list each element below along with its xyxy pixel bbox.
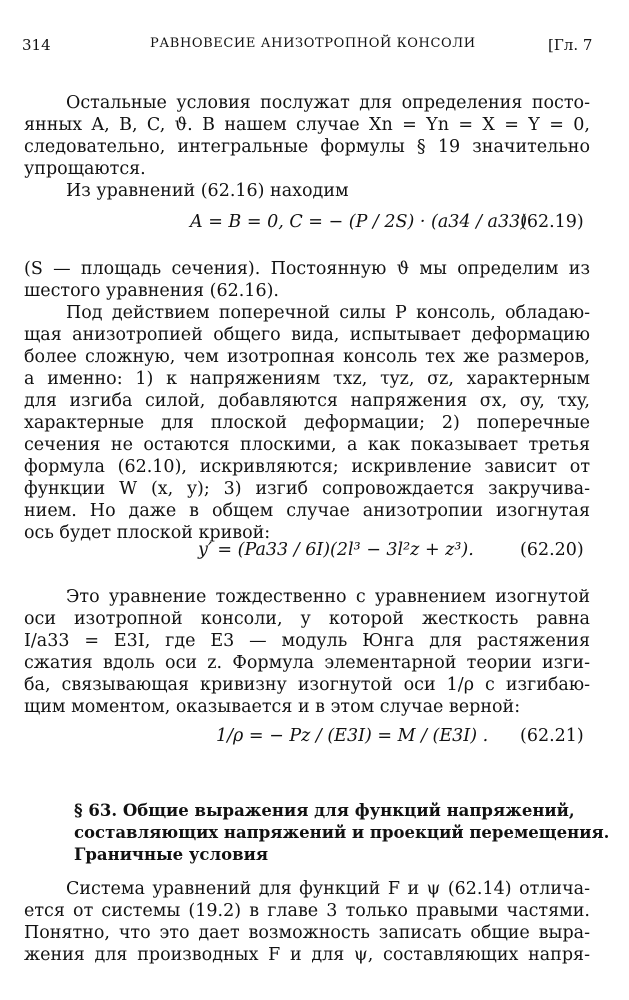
text-line: сечения не остаются плоскими, а как показывает третья	[24, 435, 590, 455]
text-line: Это уравнение тождественно с уравнением изогнутой	[66, 587, 590, 607]
equation-62-19: A = B = 0, C = − (P / 2S) · (a34 / a33)	[190, 212, 528, 232]
section-heading: Граничные условия	[74, 845, 269, 864]
page-number: 314	[22, 36, 51, 54]
text-line: жения для производных F и для ψ, составляющих напря-	[24, 945, 590, 965]
equation-number: (62.19)	[520, 212, 584, 232]
text-line: Понятно, что это дает возможность записать общие выра-	[24, 923, 590, 943]
equation-number: (62.21)	[520, 726, 584, 746]
text-line: щим моментом, оказывается и в этом случае верной:	[24, 697, 521, 717]
text-line: Под действием поперечной силы P консоль, обладаю-	[66, 303, 590, 323]
text-line: характерные для плоской деформации; 2) поперечные	[24, 413, 590, 433]
text-line: функции W (x, y); 3) изгиб сопровождается закручива-	[24, 479, 590, 499]
text-line: Из уравнений (62.16) находим	[66, 181, 349, 201]
text-line: более сложную, чем изотропная консоль тех же размеров,	[24, 347, 590, 367]
text-line: шестого уравнения (62.16).	[24, 281, 279, 301]
text-line: Остальные условия послужат для определения посто-	[66, 93, 590, 113]
text-line: следовательно, интегральные формулы § 19 значительно	[24, 137, 590, 157]
running-title: РАВНОВЕСИЕ АНИЗОТРОПНОЙ КОНСОЛИ	[150, 36, 476, 51]
text-line: Система уравнений для функций F и ψ (62.14) отлича-	[66, 879, 590, 899]
equation-number: (62.20)	[520, 540, 584, 560]
text-line: формула (62.10), искривляются; искривление зависит от	[24, 457, 590, 477]
section-heading: составляющих напряжений и проекций перемещения.	[74, 823, 610, 842]
text-line: ба, связывающая кривизну изогнутой оси 1/ρ с изгибаю-	[24, 675, 590, 695]
text-line: щая анизотропией общего вида, испытывает деформацию	[24, 325, 590, 345]
text-line: (S — площадь сечения). Постоянную ϑ мы определим из	[24, 259, 590, 279]
section-heading: § 63. Общие выражения для функций напряжений,	[74, 801, 575, 820]
text-line: ось будет плоской кривой:	[24, 523, 271, 543]
text-line: янных A, B, C, ϑ. В нашем случае Xn = Yn = X = Y = 0,	[24, 115, 590, 135]
equation-62-20: y′ = (Pa33 / 6I)(2l³ − 3l²z + z³).	[198, 540, 474, 560]
text-line: оси изотропной консоли, у которой жесткость равна	[24, 609, 590, 629]
equation-62-21: 1/ρ = − Pz / (E3I) = M / (E3I) .	[216, 726, 489, 746]
text-line: упрощаются.	[24, 159, 146, 179]
chapter-marker: [Гл. 7	[548, 36, 593, 54]
text-line: для изгиба силой, добавляются напряжения σx, σy, τxy,	[24, 391, 590, 411]
text-line: нием. Но даже в общем случае анизотропии изогнутая	[24, 501, 590, 521]
text-line: I/a33 = E3I, где E3 — модуль Юнга для растяжения	[24, 631, 590, 651]
text-line: ется от системы (19.2) в главе 3 только правыми частями.	[24, 901, 590, 921]
text-line: а именно: 1) к напряжениям τxz, τyz, σz, характерным	[24, 369, 590, 389]
text-line: сжатия вдоль оси z. Формула элементарной теории изги-	[24, 653, 590, 673]
